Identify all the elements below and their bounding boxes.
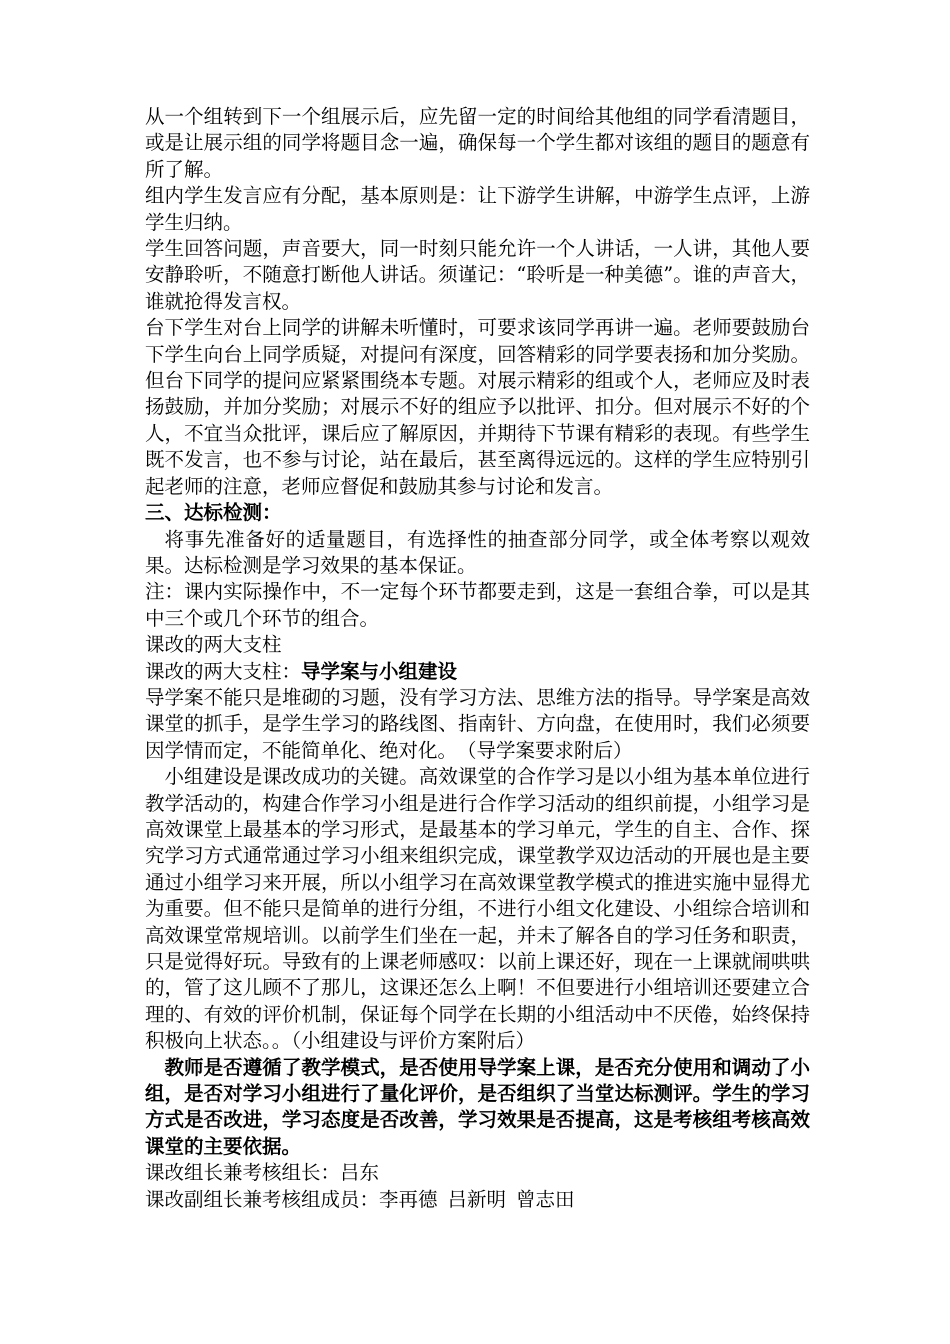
paragraph-group-presentation: 从一个组转到下一个组展示后，应先留一定的时间给其他组的同学看清题目，或是让展示组的同学将题目念一遍，确保每一个学生都对该组的题目的题意有所了解。 <box>145 105 810 181</box>
staff-member-3: 曾志田 <box>516 1187 575 1211</box>
paragraph-note: 注：课内实际操作中，不一定每个环节都要走到，这是一套组合拳，可以是其中三个或几个环节的组合。 <box>145 580 810 630</box>
staff-member-1: 李再德 <box>379 1187 438 1211</box>
paragraph-audience-questions: 台下学生对台上同学的讲解未听懂时，可要求该同学再讲一遍。老师要鼓励台下学生向台上同学质疑，对提问有深度，回答精彩的同学要表扬和加分奖励。但台下同学的提问应紧紧围绕本专题。对展示精彩的组或个人，老师应及时表扬鼓励，并加分奖励；对展示不好的组应予以批评、扣分。但对展示不好的个人，不宜当众批评，课后应了解原因，并期待下节课有精彩的表现。有些学生既不发言，也不参与讨论，站在最后，甚至离得远远的。这样的学生应特别引起老师的注意，老师应督促和鼓励其参与讨论和发言。 <box>145 316 810 498</box>
paragraph-answering-rules: 学生回答问题，声音要大，同一时刻只能允许一个人讲话，一人讲，其他人要安静聆听，不随意打断他人讲话。须谨记：“聆听是一种美德”。谁的声音大，谁就抢得发言权。 <box>145 237 810 313</box>
section-heading-assessment: 三、达标检测： <box>145 501 282 525</box>
staff-member-2: 吕新明 <box>447 1187 507 1211</box>
document-page <box>145 104 810 1213</box>
staff-leader: 课改组长兼考核组长：吕东 <box>145 1161 380 1185</box>
pillars-title: 课改的两大支柱 <box>145 633 282 657</box>
paragraph-group-building: 小组建设是课改成功的关键。高效课堂的合作学习是以小组为基本单位进行教学活动的，构建合作学习小组是进行合作学习活动的组织前提，小组学习是高效课堂上最基本的学习形式，是最基本的学习单元，学生的自主、合作、探究学习方式通常通过学习小组来组织完成，课堂教学双边活动的开展也是主要通过小组学习来开展，所以小组学习在高效课堂教学模式的推进实施中显得尤为重要。但不能只是简单的进行分组，不进行小组文化建设、小组综合培训和高效课堂常规培训。以前学生们坐在一起，并未了解各自的学习任务和职责，只是觉得好玩。导致有的上课老师感叹：以前上课还好，现在一上课就闹哄哄的，管了这儿顾不了那儿，这课还怎么上啊！不但要进行小组培训还要建立合理的、有效的评价机制，保证每个同学在长期的小组活动中不厌倦，始终保持积极向上状态。。（小组建设与评价方案附后） <box>145 765 810 1053</box>
paragraph-evaluation-criteria: 教师是否遵循了教学模式，是否使用导学案上课，是否充分使用和调动了小组，是否对学习小组进行了量化评价，是否组织了当堂达标测评。学生的学习方式是否改进，学习态度是否改善，学习效果是否提高，这是考核组考核高效课堂的主要依据。 <box>145 1055 810 1158</box>
pillars-line <box>145 659 810 685</box>
paragraph-speaking-allocation: 组内学生发言应有分配，基本原则是：让下游学生讲解，中游学生点评，上游学生归纳。 <box>145 184 810 234</box>
staff-members <box>145 1187 810 1213</box>
pillars-prefix: 课改的两大支柱： <box>145 659 302 683</box>
pillars-bold: 导学案与小组建设 <box>301 659 458 683</box>
staff-members-label: 课改副组长兼考核组成员： <box>145 1187 380 1211</box>
paragraph-study-guide: 导学案不能只是堆砌的习题，没有学习方法、思维方法的指导。导学案是高效课堂的抓手，是学生学习的路线图、指南针、方向盘，在使用时，我们必须要因学情而定，不能简单化、绝对化。 （导学案要求附后） <box>145 685 810 762</box>
paragraph-assessment: 将事先准备好的适量题目，有选择性的抽查部分同学，或全体考察以观效果。达标检测是学习效果的基本保证。 <box>145 527 810 577</box>
